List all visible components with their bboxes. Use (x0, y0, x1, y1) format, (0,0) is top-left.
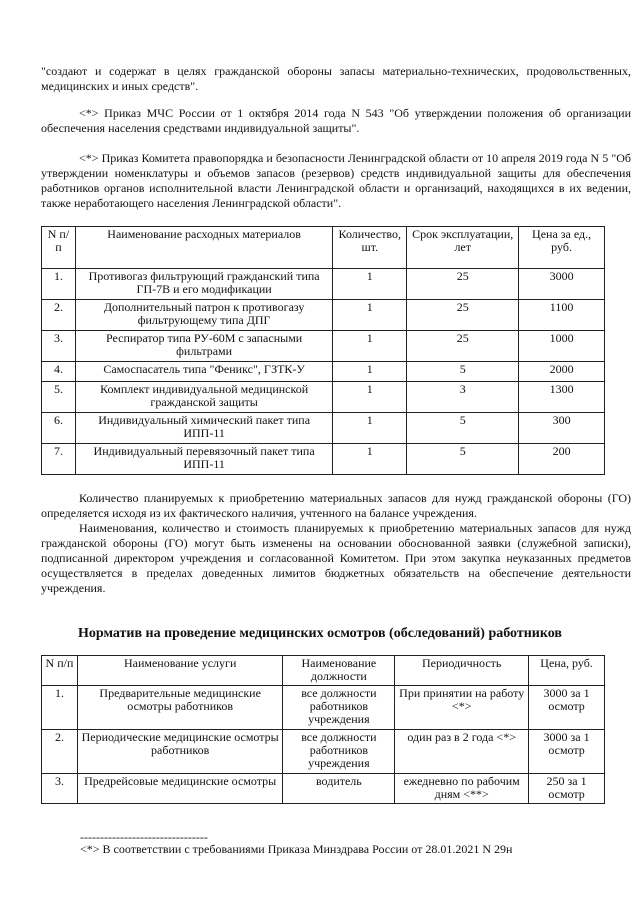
material-name: Индивидуальный химический пакет типа ИПП-11 (75, 413, 332, 444)
service-price: 3000 за 1 осмотр (529, 686, 605, 730)
position-name: водитель (283, 774, 395, 804)
row-number: 3. (42, 774, 78, 804)
service-life: 5 (407, 362, 519, 382)
service-life: 25 (407, 331, 519, 362)
table-row (42, 269, 605, 300)
row-number: 1. (42, 686, 78, 730)
table-row (42, 300, 605, 331)
header-cell: Срок эксплуатации, лет (407, 227, 519, 269)
table-row (42, 774, 605, 804)
header-cell: Цена, руб. (529, 656, 605, 686)
service-name: Периодические медицинские осмотры работников (77, 730, 283, 774)
row-number: 5. (42, 382, 76, 413)
header-cell: N п/п (42, 227, 76, 269)
row-number: 4. (42, 362, 76, 382)
paragraph-quote: "создают и содержат в целях гражданской обороны запасы материально-технических, продовольственных, медицинских и иных средств". (41, 64, 631, 93)
unit-price: 200 (519, 444, 605, 475)
unit-price: 300 (519, 413, 605, 444)
header-cell: Наименование должности (283, 656, 395, 686)
material-name: Респиратор типа РУ-60М с запасными фильтрами (75, 331, 332, 362)
table-row (42, 413, 605, 444)
service-life: 25 (407, 269, 519, 300)
quantity: 1 (333, 331, 407, 362)
header-cell: Наименование расходных материалов (75, 227, 332, 269)
material-name: Индивидуальный перевязочный пакет типа ИПП-11 (75, 444, 332, 475)
table-row (42, 444, 605, 475)
position-name: все должности работников учреждения (283, 730, 395, 774)
material-name: Противогаз фильтрующий гражданский типа ГП-7В и его модификации (75, 269, 332, 300)
ppe-table-header (42, 227, 605, 269)
ppe-table (41, 226, 605, 475)
table-row (42, 362, 605, 382)
row-number: 2. (42, 730, 78, 774)
service-price: 250 за 1 осмотр (529, 774, 605, 804)
periodicity: При принятии на работу <*> (395, 686, 529, 730)
periodicity: один раз в 2 года <*> (395, 730, 529, 774)
row-number: 6. (42, 413, 76, 444)
service-name: Предварительные медицинские осмотры работников (77, 686, 283, 730)
table-row (42, 730, 605, 774)
service-life: 5 (407, 444, 519, 475)
service-life: 25 (407, 300, 519, 331)
header-cell: Наименование услуги (77, 656, 283, 686)
table-row (42, 686, 605, 730)
footnote: <*> В соответствии с требованиями Приказа Минздрава России от 28.01.2021 N 29н (80, 842, 513, 856)
periodicity: ежедневно по рабочим дням <**> (395, 774, 529, 804)
header-cell: Цена за ед., руб. (519, 227, 605, 269)
paragraph-footnote-committee: <*> Приказ Комитета правопорядка и безопасности Ленинградской области от 10 апреля 2019 года N 5 "Об утверждении номенклатуры и объемов запасов (резервов) средств индивидуальной защиты для обеспечения работников органов исполнительной власти Ленинградской области и организаций, находящихся в их ведении, также неработающего населения Ленинградской области". (41, 151, 631, 210)
unit-price: 1100 (519, 300, 605, 331)
unit-price: 2000 (519, 362, 605, 382)
row-number: 1. (42, 269, 76, 300)
medical-table-header (42, 656, 605, 686)
header-cell: N п/п (42, 656, 78, 686)
unit-price: 1300 (519, 382, 605, 413)
header-cell: Количество, шт. (333, 227, 407, 269)
table-row (42, 382, 605, 413)
paragraph-footnote-mchs: <*> Приказ МЧС России от 1 октября 2014 года N 543 "Об утверждении положения об организации обеспечения населения средствами индивидуальной защиты". (41, 106, 631, 135)
service-price: 3000 за 1 осмотр (529, 730, 605, 774)
footnote-separator: -------------------------------- (80, 830, 208, 844)
quantity: 1 (333, 269, 407, 300)
table-row (42, 331, 605, 362)
quantity: 1 (333, 300, 407, 331)
section-heading: Норматив на проведение медицинских осмотров (обследований) работников (78, 626, 562, 641)
unit-price: 1000 (519, 331, 605, 362)
quantity: 1 (333, 413, 407, 444)
service-life: 5 (407, 413, 519, 444)
quantity: 1 (333, 362, 407, 382)
service-name: Предрейсовые медицинские осмотры (77, 774, 283, 804)
material-name: Комплект индивидуальной медицинской гражданской защиты (75, 382, 332, 413)
material-name: Дополнительный патрон к противогазу фильтрующему типа ДПГ (75, 300, 332, 331)
material-name: Самоспасатель типа "Феникс", ГЗТК-У (75, 362, 332, 382)
row-number: 7. (42, 444, 76, 475)
medical-table (41, 655, 605, 804)
position-name: все должности работников учреждения (283, 686, 395, 730)
paragraph-quantity: Количество планируемых к приобретению материальных запасов для нужд гражданской обороны (ГО) определяется исходя из их фактического наличия, учтенного на балансе учреждения. (41, 491, 631, 520)
quantity: 1 (333, 444, 407, 475)
service-life: 3 (407, 382, 519, 413)
quantity: 1 (333, 382, 407, 413)
paragraph-changes: Наименования, количество и стоимость планируемых к приобретению материальных запасов для нужд гражданской обороны (ГО) могут быть изменены на основании обоснованной заявки (служебной записки), подписанной директором учреждения и согласованной Комитетом. При этом закупка неуказанных предметов осуществляется в пределах доведенных лимитов бюджетных обязательств на обеспечение деятельности учреждения. (41, 521, 631, 595)
unit-price: 3000 (519, 269, 605, 300)
header-cell: Периодичность (395, 656, 529, 686)
row-number: 3. (42, 331, 76, 362)
row-number: 2. (42, 300, 76, 331)
